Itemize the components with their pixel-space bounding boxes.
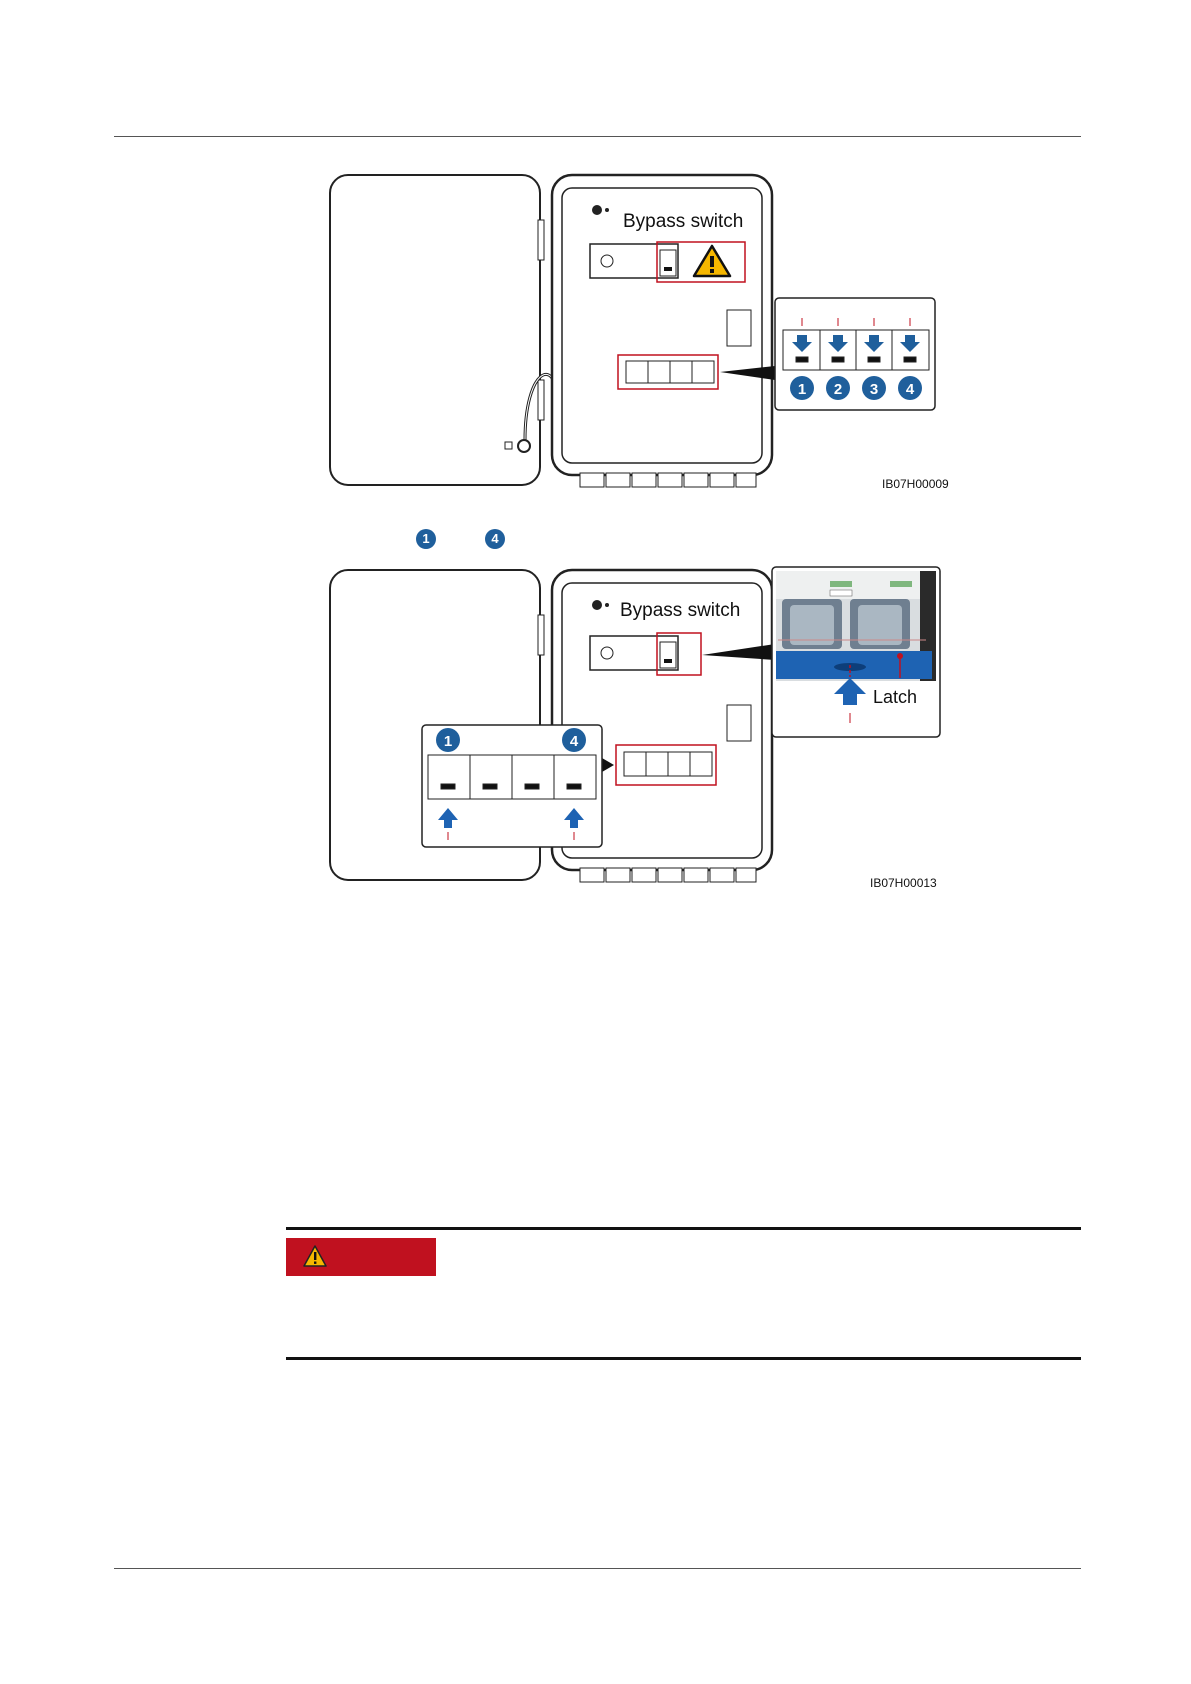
- figure-1-id: IB07H00009: [882, 477, 949, 491]
- callout-4-label: 4: [905, 381, 915, 398]
- side-latch: [727, 310, 751, 346]
- footer-rule: [114, 1568, 1081, 1569]
- cabinet-bottom-fins: [580, 473, 756, 487]
- callout-1-label: 1: [443, 733, 453, 750]
- callout-1-label: 1: [797, 381, 807, 398]
- step-callout-a: 1: [416, 529, 436, 549]
- hinge-bottom: [538, 380, 544, 420]
- callout-3-label: 3: [869, 381, 879, 398]
- bypass-switch-label: Bypass switch: [623, 211, 744, 232]
- figure-2-drawing: [320, 565, 960, 900]
- hinge-top: [538, 220, 544, 260]
- danger-top-rule: [286, 1227, 1081, 1230]
- door-panel: [330, 175, 540, 485]
- danger-bottom-rule: [286, 1357, 1081, 1360]
- figure-2-open-box: [320, 565, 960, 900]
- figure-1-drawing: [320, 170, 960, 500]
- danger-badge: [286, 1238, 436, 1276]
- latch-label: Latch: [873, 687, 918, 707]
- latch-photo: [772, 567, 940, 737]
- step-callout-b: 4: [485, 529, 505, 549]
- bypass-switch-label: Bypass switch: [620, 600, 741, 621]
- figure-2-id: IB07H00013: [870, 876, 937, 890]
- header-rule: [114, 136, 1081, 137]
- figure-1-open-box: [320, 170, 960, 500]
- ground-screw: [518, 440, 530, 452]
- callout-4-label: 4: [569, 733, 579, 750]
- warning-triangle-icon: [303, 1245, 327, 1267]
- callout-2-label: 2: [833, 381, 843, 398]
